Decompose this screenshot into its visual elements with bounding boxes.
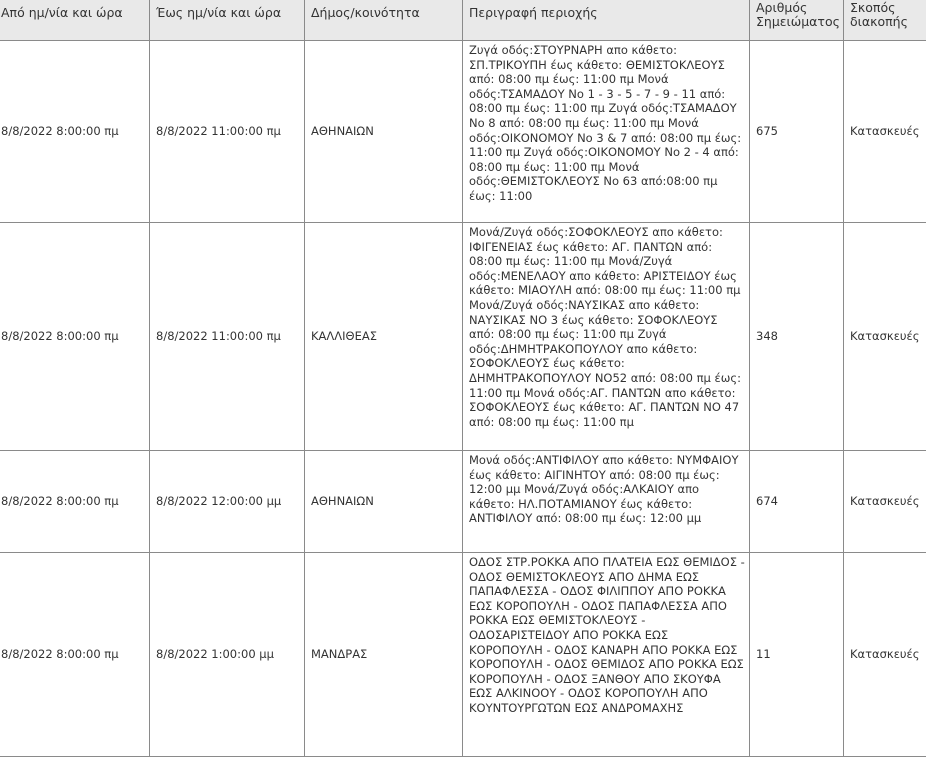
cell-from: 8/8/2022 8:00:00 πμ	[0, 451, 150, 553]
column-header-from: Από ημ/νία και ώρα	[0, 0, 150, 41]
table-body	[0, 41, 926, 757]
cell-to: 8/8/2022 12:00:00 μμ	[150, 451, 305, 553]
cell-from: 8/8/2022 8:00:00 πμ	[0, 41, 150, 223]
cell-note-number: 348	[750, 223, 844, 451]
cell-purpose: Κατασκευές	[844, 451, 926, 553]
cell-to: 8/8/2022 11:00:00 πμ	[150, 41, 305, 223]
table-row	[0, 41, 926, 223]
cell-description: Μονά/Ζυγά οδός:ΣΟΦΟΚΛΕΟΥΣ απο κάθετο: ΙΦΙΓΕΝΕΙΑΣ έως κάθετο: ΑΓ. ΠΑΝΤΩΝ από: 08:00 πμ έως: 11:00 πμ Μονά/Ζυγά οδός:ΜΕΝΕΛΑΟΥ απο κάθετο: ΑΡΙΣΤΕΙΔΟΥ έως κάθετο: ΜΙΑΟΥΛΗ από: 08:00 πμ έως: 11:00 πμ Μονά/Ζυγά οδός:ΝΑΥΣΙΚΑΣ απο κάθετο: ΝΑΥΣΙΚΑΣ ΝΟ 3 έως κάθετο: ΣΟΦΟΚΛΕΟΥΣ από: 08:00 πμ έως: 11:00 πμ Ζυγά οδός:ΔΗΜΗΤΡΑΚΟΠΟΥΛΟΥ απο κάθετο: ΣΟΦΟΚΛΕΟΥΣ έως κάθετο: ΔΗΜΗΤΡΑΚΟΠΟΥΛΟΥ ΝΟ52 από: 08:00 πμ έως: 11:00 πμ Μονά οδός:ΑΓ. ΠΑΝΤΩΝ απο κάθετο: ΣΟΦΟΚΛΕΟΥΣ έως κάθετο: ΑΓ. ΠΑΝΤΩΝ ΝΟ 47 από: 08:00 πμ έως: 11:00 πμ	[463, 223, 750, 451]
table-row	[0, 223, 926, 451]
header-row	[0, 0, 926, 41]
cell-purpose: Κατασκευές	[844, 553, 926, 757]
cell-from: 8/8/2022 8:00:00 πμ	[0, 223, 150, 451]
cell-purpose: Κατασκευές	[844, 41, 926, 223]
cell-municipality: ΚΑΛΛΙΘΕΑΣ	[305, 223, 463, 451]
column-header-purpose: Σκοπός διακοπής	[844, 0, 926, 41]
cell-to: 8/8/2022 11:00:00 πμ	[150, 223, 305, 451]
column-header-note-number: Αριθμός Σημειώματος	[750, 0, 844, 41]
table-header	[0, 0, 926, 41]
cell-municipality: ΜΑΝΔΡΑΣ	[305, 553, 463, 757]
column-header-to: Έως ημ/νία και ώρα	[150, 0, 305, 41]
cell-note-number: 675	[750, 41, 844, 223]
cell-note-number: 11	[750, 553, 844, 757]
column-header-description: Περιγραφή περιοχής	[463, 0, 750, 41]
cell-note-number: 674	[750, 451, 844, 553]
cell-description: ΟΔΟΣ ΣΤΡ.ΡΟΚΚΑ ΑΠΟ ΠΛΑΤΕΙΑ ΕΩΣ ΘΕΜΙΔΟΣ - ΟΔΟΣ ΘΕΜΙΣΤΟΚΛΕΟΥΣ ΑΠΟ ΔΗΜΑ ΕΩΣ ΠΑΠΑΦΛΕΣΣΑ - ΟΔΟΣ ΦΙΛΙΠΠΟΥ ΑΠΟ ΡΟΚΚΑ ΕΩΣ ΚΟΡΟΠΟΥΛΗ - ΟΔΟΣ ΠΑΠΑΦΛΕΣΣΑ ΑΠΟ ΡΟΚΚΑ ΕΩΣ ΘΕΜΙΣΤΟΚΛΕΟΥΣ - ΟΔΟΣΑΡΙΣΤΕΙΔΟΥ ΑΠΟ ΡΟΚΚΑ ΕΩΣ ΚΟΡΟΠΟΥΛΗ - ΟΔΟΣ ΚΑΝΑΡΗ ΑΠΟ ΡΟΚΚΑ ΕΩΣ ΚΟΡΟΠΟΥΛΗ - ΟΔΟΣ ΘΕΜΙΔΟΣ ΑΠΟ ΡΟΚΚΑ ΕΩΣ ΚΟΡΟΠΟΥΛΗ - ΟΔΟΣ ΞΑΝΘΟΥ ΑΠΟ ΣΚΟΥΦΑ ΕΩΣ ΑΛΚΙΝΟΟΥ - ΟΔΟΣ ΚΟΡΟΠΟΥΛΗ ΑΠΟ ΚΟΥΝΤΟΥΡΓΩΤΩΝ ΕΩΣ ΑΝΔΡΟΜΑΧΗΣ	[463, 553, 750, 757]
table-row	[0, 553, 926, 757]
table-row	[0, 451, 926, 553]
cell-municipality: ΑΘΗΝΑΙΩΝ	[305, 451, 463, 553]
column-header-municipality: Δήμος/κοινότητα	[305, 0, 463, 41]
cell-to: 8/8/2022 1:00:00 μμ	[150, 553, 305, 757]
cell-description: Ζυγά οδός:ΣΤΟΥΡΝΑΡΗ απο κάθετο: ΣΠ.ΤΡΙΚΟΥΠΗ έως κάθετο: ΘΕΜΙΣΤΟΚΛΕΟΥΣ από: 08:00 πμ έως: 11:00 πμ Μονά οδός:ΤΣΑΜΑΔΟΥ Νο 1 - 3 - 5 - 7 - 9 - 11 από: 08:00 πμ έως: 11:00 πμ Ζυγά οδός:ΤΣΑΜΑΔΟΥ Νο 8 από: 08:00 πμ έως: 11:00 πμ Μονά οδός:ΟΙΚΟΝΟΜΟΥ Νο 3 & 7 από: 08:00 πμ έως: 11:00 πμ Ζυγά οδός:ΟΙΚΟΝΟΜΟΥ Νο 2 - 4 από: 08:00 πμ έως: 11:00 πμ Μονά οδός:ΘΕΜΙΣΤΟΚΛΕΟΥΣ Νο 63 από:08:00 πμ έως: 11:00	[463, 41, 750, 223]
cell-purpose: Κατασκευές	[844, 223, 926, 451]
cell-from: 8/8/2022 8:00:00 πμ	[0, 553, 150, 757]
cell-municipality: ΑΘΗΝΑΙΩΝ	[305, 41, 463, 223]
cell-description: Μονά οδός:ΑΝΤΙΦΙΛΟΥ απο κάθετο: ΝΥΜΦΑΙΟΥ έως κάθετο: ΑΙΓΙΝΗΤΟΥ από: 08:00 πμ έως: 12:00 μμ Μονά/Ζυγά οδός:ΑΛΚΑΙΟΥ απο κάθετο: ΗΛ.ΠΟΤΑΜΙΑΝΟΥ έως κάθετο: ΑΝΤΙΦΙΛΟΥ από: 08:00 πμ έως: 12:00 μμ	[463, 451, 750, 553]
